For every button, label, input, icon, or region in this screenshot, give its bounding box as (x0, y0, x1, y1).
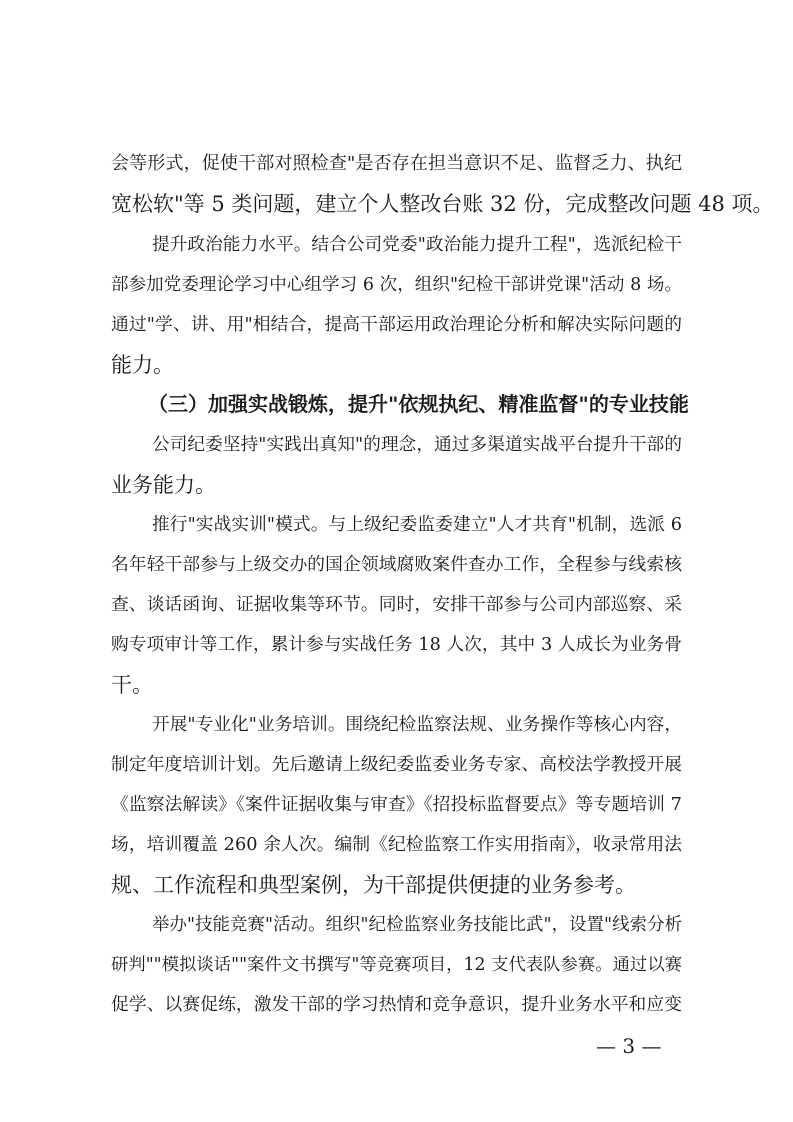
text-line: 制定年度培训计划。先后邀请上级纪委监委业务专家、高校法学教授开展 (111, 755, 682, 775)
paragraph-line (0, 825, 793, 865)
paragraph-line (0, 265, 793, 305)
paragraph-line (0, 985, 793, 1025)
text-line: 会等形式，促使干部对照检查"是否存在担当意识不足、监督乏力、执纪 (111, 153, 682, 174)
text-line: 购专项审计等工作，累计参与实战任务 18 人次，其中 3 人成长为业务骨 (111, 635, 682, 655)
text-line: 研判""模拟谈话""案件文书撰写"等竞赛项目，12 支代表队参赛。通过以赛 (111, 955, 682, 975)
paragraph-line (0, 184, 793, 224)
paragraph-line (0, 665, 793, 705)
text-line: 查、谈话函询、证据收集等环节。同时，安排干部参与公司内部巡察、采 (111, 595, 682, 615)
paragraph-line (0, 745, 793, 785)
text-line: 部参加党委理论学习中心组学习 6 次，组织"纪检干部讲党课"活动 8 场。 (111, 275, 682, 295)
text-line: 宽松软"等 5 类问题，建立个人整改台账 32 份，完成整改问题 48 项。 (111, 192, 774, 216)
paragraph-line (0, 945, 793, 985)
paragraph-line (0, 865, 793, 905)
text-line: 举办"技能竞赛"活动。组织"纪检监察业务技能比武"，设置"线索分析 (152, 915, 682, 935)
text-line: 开展"专业化"业务培训。围绕纪检监察法规、业务操作等核心内容， (152, 715, 682, 735)
page-number: — 3 — (596, 1034, 662, 1058)
text-line: 通过"学、讲、用"相结合，提高干部运用政治理论分析和解决实际问题的 (111, 314, 682, 335)
paragraph-line (0, 225, 793, 265)
text-line: 《监察法解读》《案件证据收集与审查》《招投标监督要点》等专题培训 7 (111, 795, 682, 815)
paragraph-line (0, 705, 793, 745)
section-heading-text: （三）加强实战锻炼，提升"依规执纪、精准监督"的专业技能 (148, 392, 689, 416)
text-line: 场，培训覆盖 260 余人次。编制《纪检监察工作实用指南》，收录常用法 (111, 835, 682, 855)
text-line: 提升政治能力水平。结合公司党委"政治能力提升工程"，选派纪检干 (152, 235, 682, 255)
paragraph-line (0, 585, 793, 625)
text-line: 名年轻干部参与上级交办的国企领域腐败案件查办工作，全程参与线索核 (111, 555, 682, 575)
paragraph-line (0, 425, 793, 465)
paragraph-line (0, 905, 793, 945)
text-line: 干。 (111, 673, 153, 697)
section-heading (0, 384, 793, 424)
text-line: 能力。 (111, 353, 174, 377)
paragraph-line (0, 305, 793, 345)
text-line: 规、工作流程和典型案例，为干部提供便捷的业务参考。 (111, 873, 636, 897)
text-line: 公司纪委坚持"实践出真知"的理念，通过多渠道实战平台提升干部的 (152, 435, 682, 455)
paragraph-line (0, 465, 793, 505)
paragraph-line (0, 505, 793, 545)
text-line: 业务能力。 (111, 473, 216, 497)
text-line: 推行"实战实训"模式。与上级纪委监委建立"人才共育"机制，选派 6 (152, 515, 682, 535)
paragraph-line (0, 625, 793, 665)
text-line: 促学、以赛促练，激发干部的学习热情和竞争意识，提升业务水平和应变 (111, 995, 682, 1015)
paragraph-line (0, 345, 793, 385)
paragraph-line (0, 144, 793, 184)
paragraph-line (0, 785, 793, 825)
paragraph-line (0, 545, 793, 585)
